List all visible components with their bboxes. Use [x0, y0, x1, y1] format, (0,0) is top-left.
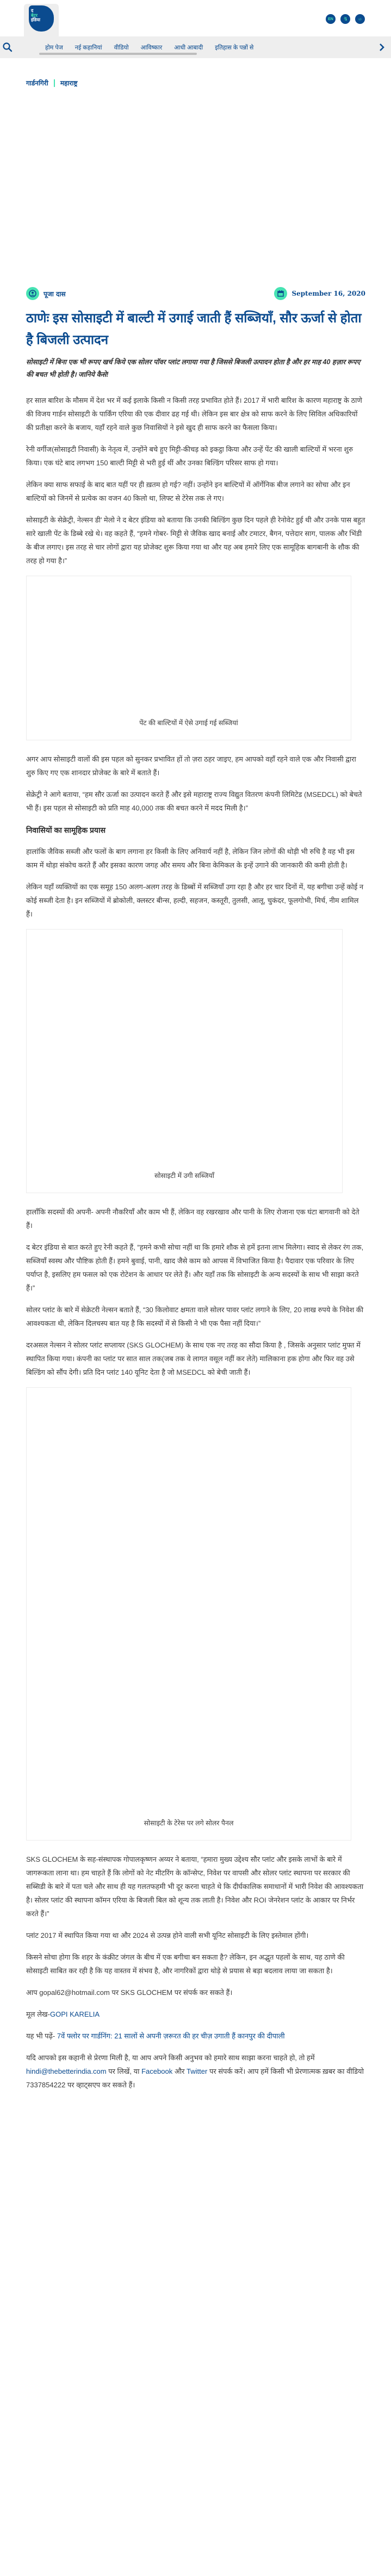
- author-info: [26, 287, 66, 300]
- top-bar: [0, 0, 391, 36]
- paragraph: द बेटर इंडिया से बात करते हुए रेनी कहते हैं, “हमने कभी सोचा नहीं था कि हमारे शौक से हमें इतना लाभ मिलेगा। स्वाद से लेकर रंग तक, सब्जियाँ स्वस्थ और पौष्टिक होती हैं। हमने बुवाई, पानी, खाद जैसे काम को आपस में विभाजित किया है। पैदावार एक परिवार के लिए पर्याप्त है, इसलिए हम फसल को एक रोटेशन के आधार पर लेते हैं। और यहाँ तक कि सोसाइटी के अन्य सदस्यों के साथ भी साझा करते हैं।”: [26, 1243, 364, 1292]
- language-switcher: [326, 14, 365, 24]
- paragraph: लेकिन यहाँ व्यक्तियों का एक समूह 150 अलग-अलग तरह के डिब्बों में सब्जियाँ उगा रहा है और हर चार दिनों में, यह बगीचा उन्हें कोई न कोई सब्जी देता है। इन सब्जियों में ब्रोकोली, क्लस्टर बीन्स, हल्दी, सहजन, कस्तूरी, तुलसी, आलू, चुकंदर, फूलगोभी, मिर्च, नीम शामिल हैं।: [26, 883, 364, 918]
- original-author-link[interactable]: GOPI KARELIA: [49, 2010, 100, 2018]
- image-figure-solar-panels: [26, 1387, 351, 1841]
- figure-caption: पेंट की बाल्टियों में ऐसे उगाई गई सब्जियां: [139, 719, 238, 727]
- figure-caption: सोसाइटी में उगी सब्जियाँ: [154, 1172, 214, 1180]
- publish-date: September 16, 2020: [291, 290, 365, 297]
- paragraph: हालांकि जैविक सब्जी और फलों के बाग लगाना हर किसी के लिए अनिवार्य नहीं है, लेकिन जिन लोगों की थोड़ी भी रुचि है वह भी इस काम में थोड़ा संकोच करते हैं और इसका कारण जगह और समय और बिना केमिकल के इन्हें उगाने की जानकारी की कमी होती है।: [26, 847, 355, 869]
- contact-note: [26, 2051, 365, 2092]
- email-link[interactable]: hindi@thebetterindia.com: [26, 2067, 107, 2075]
- calendar-icon: [274, 287, 287, 300]
- paragraph: लेकिन क्या साफ सफाई के बाद बात यहीं पर ही ख़तम हो गई? नहीं। उन्होंने इन बाल्टियों में ऑर्गेनिक बीज लगाने का सोचा और इन बाल्टियों को जिनमें से प्रत्येक का वजन 40 किलो था, लिफ्ट से टेरेस तक ले गए।: [26, 481, 350, 502]
- search-icon[interactable]: [2, 42, 13, 53]
- article-title: ठाणेः इस सोसाइटी में बाल्टी में उगाई जाती हैं सब्जियाँ, सौर ऊर्जा से होता है बिजली उत्पादन: [26, 311, 362, 347]
- paragraph: आप gopal62@hotmail.com पर SKS GLOCHEM पर संपर्क कर सकते हैं।: [26, 1988, 233, 1997]
- chevron-right-icon[interactable]: [377, 42, 387, 52]
- section-heading: निवासियों का सामूहिक प्रयास: [26, 826, 106, 834]
- logo-container[interactable]: [24, 4, 59, 36]
- nav-scrollbar[interactable]: [39, 53, 197, 55]
- tamil-language-icon[interactable]: ம: [355, 14, 365, 24]
- paragraph: सोसाइटी के सेक्रेट्री, नेल्सन डी’ मेलो ने द बेटर इंडिया को बताया कि उनकी बिल्डिंग कुछ दिन पहले ही रेनोवेट हुई थी और उनके पास बहुत सारे खाली पेंट के डिब्बे रखे थे। वह कहते हैं, “हमने गोबर- मिट्टी से जैविक खाद बनाई और टमाटर, बैगन, पत्तेदार साग, पालक और भिंडी के बीज लगाए। इस तरह से चार लोगों द्वारा यह प्रोजेक्ट शुरू किया गया था और यह अब हमारे लिए एक सामूहिक बागबानी के शौक की तरह हो गया है।”: [26, 516, 365, 565]
- nav-items: [39, 36, 259, 58]
- article-meta: [26, 287, 365, 299]
- author-name[interactable]: पूजा दास: [44, 290, 66, 298]
- user-icon: [26, 287, 39, 300]
- article-body: [26, 394, 365, 2100]
- english-language-icon[interactable]: EN: [326, 14, 336, 24]
- logo-line-1: द: [31, 8, 34, 13]
- gujarati-language-icon[interactable]: ગુ: [340, 14, 350, 24]
- read-also-prefix: यह भी पढ़ें-: [26, 2032, 57, 2040]
- image-figure-vegetables: [26, 929, 343, 1193]
- breadcrumb-separator: [54, 79, 55, 87]
- contact-note-text: पर संपर्क करें। आप हमें किसी भी प्रेरणात्मक ख़बर का वीडियो 7337854222 पर व्हाट्सएप कर सकते हैं।: [26, 2067, 364, 2089]
- main-nav: [0, 36, 391, 58]
- breadcrumb-item-maharashtra[interactable]: महाराष्ट्र: [60, 79, 78, 87]
- paragraph: प्लांट 2017 में स्थापित किया गया था और 2024 से उत्पन्न होने वाली सभी यूनिट सोसाइटी के लिए इस्तेमाल होंगी।: [26, 1931, 309, 1939]
- breadcrumb: [26, 78, 78, 88]
- paragraph: सोलर प्लांट के बारे में सेक्रेटरी नेल्सन बताते हैं, “30 किलोवाट क्षमता वाले सोलर पावर प्लांट लगाने के लिए, 20 लाख रुपये के निवेश की आवश्यकता थी, लेकिन दिलचस्प बात यह है कि सदस्यों में से किसी ने भी एक पैसा नहीं दिया।”: [26, 1306, 364, 1327]
- original-article-prefix: मूल लेख-: [26, 2010, 50, 2018]
- image-figure-paint-buckets: [26, 576, 351, 740]
- figure-caption: सोसाइटी के टेरेस पर लगे सोलर पैनल: [144, 1819, 234, 1827]
- paragraph: रेनी वर्गीज(सोसाइटी निवासी) के नेतृत्व में, उन्होंने बचे हुए मिट्टी-कीचड़ को इकट्ठा किया और उन्हें पेंट की खाली बाल्टियों में भरना शुरु किया। एक घंटे बाद लगभग 150 बाल्टी मिट्टी से भरी हुई थीं और उनका बिल्डिंग परिसर साफ हो गया।: [26, 445, 353, 467]
- nav-item-home[interactable]: होम पेज: [45, 44, 63, 51]
- logo-line-2: बेटर: [31, 13, 38, 18]
- nav-item-history[interactable]: इतिहास के पन्नों से: [215, 44, 254, 51]
- paragraph: हर साल बारिश के मौसम में देश भर में कई इलाके किसी न किसी तरह प्रभावित होते हैं। 2017 में भारी बारिश के कारण महाराष्ट्र के ठाणे की विजय गार्डन सोसाइटी के पार्किंग एरिया की एक दीवार ढह गई थी। लेकिन इस बार क्षेत्र को साफ करने के लिए सिविल अधिकारियों की प्रतीक्षा करने के बजाय, यहाँ रहने वाले कुछ निवासियों ने इसे खुद ही साफ करने का फैसला किया।: [26, 396, 362, 432]
- contact-note-text: यदि आपको इस कहानी से प्रेरणा मिली है, या आप अपने किसी अनुभव को हमारे साथ साझा करना चाहते हो, तो हमें: [26, 2054, 315, 2062]
- the-better-india-logo[interactable]: [29, 5, 54, 32]
- paragraph: सेक्रेट्री ने आगे बताया, “हम सौर ऊर्जा का उत्पादन करते हैं और इसे महाराष्ट्र राज्य विद्युत वितरण कंपनी लिमिटेड (MSEDCL) को बेचते भी हैं। इस पहल से सोसाइटी को प्रति माह 40,000 तक की बचत करने में मदद मिली है।”: [26, 790, 362, 812]
- breadcrumb-item-gardengiri[interactable]: गार्डनगिरी: [26, 79, 48, 87]
- contact-note-text: पर लिखें, या: [106, 2067, 142, 2075]
- nav-item-innovation[interactable]: आविष्कार: [140, 44, 163, 51]
- article-excerpt: सोसाइटी में बिना एक भी रूपए खर्च किये एक सोलर पॉवर प्लांट लगाया गया है जिससे बिजली उत्पादन होता है और हर माह 40 हज़ार रूपए की बचत भी होती है। जानिये कैसे!: [26, 358, 361, 378]
- twitter-link[interactable]: Twitter: [187, 2067, 208, 2075]
- contact-note-text: और: [172, 2067, 187, 2075]
- paragraph: SKS GLOCHEM के सह-संस्थापक गोपालकृष्णन अय्यर ने बताया, “हमारा मुख्य उद्देश्य सौर प्लांट और इसके लाभों के बारे में जागरूकता लाना था। हम चाहते हैं कि लोगों को नेट मीटरिंग के कॉन्सेप्ट, निवेश पर वापसी और सोलर प्लांट स्थापना पर सरकार की सब्सिडी के बारे में पता चले और साथ ही यह गलतफहमी भी दूर करना चाहते थे कि दीर्घकालिक समाधानों में भारी निवेश की आवश्यकता है। सोलर प्लांट की स्थापना कॉमन एरिया के बिजली बिल को शून्य तक लाती है। निवेश और ROI जेनरेशन प्लांट के आकार पर निर्भर करते हैं।”: [26, 1855, 364, 1918]
- nav-item-women[interactable]: आधी आबादी: [174, 44, 203, 51]
- read-also-link[interactable]: 7वें फ्लोर पर गार्डनिंग: 21 सालों से अपनी ज़रूरत की हर चीज़ उगाती हैं कानपुर की दीपाली: [57, 2032, 285, 2040]
- paragraph: किसने सोचा होगा कि शहर के कंक्रीट जंगल के बीच में एक बगीचा बन सकता है? लेकिन, इन अद्भुत पहलों के साथ, यह ठाणे की सोसाइटी साबित कर रही है कि यह वास्तव में संभव है, और नागरिकों द्वारा थोड़े से प्रयास से बड़ा बदलाव लाया जा सकता है।: [26, 1953, 345, 1975]
- paragraph: दरअसल नेल्सन ने सोलर प्लांट सप्लायर (SKS GLOCHEM) के साथ एक नए तरह का सौदा किया है , जिसके अनुसार प्लांट मुफ्त में स्थापित किया गया। कंपनी का प्लांट पर सात साल तक(जब तक वे लागत वसूल नहीं कर लेते) मालिकाना हक होगा और फिर वह उसे बिल्डिंग को सौंप देगी। प्रति दिन प्लांट 140 यूनिट देता है जो MSEDCL को बेची जाती हैं।: [26, 1341, 361, 1376]
- nav-item-new-stories[interactable]: नई कहानियां: [75, 44, 102, 51]
- read-also: [26, 2029, 365, 2043]
- facebook-link[interactable]: Facebook: [141, 2067, 173, 2075]
- nav-item-video[interactable]: वीडियो: [114, 44, 129, 51]
- original-article-credit: [26, 2007, 365, 2021]
- publish-date-info: [274, 287, 365, 300]
- paragraph: हालाँकि सदस्यों की अपनी- अपनी नौकरियाँ और काम भी हैं, लेकिन वह रखरखाव और पानी के लिए रोजाना एक घंटा बागवानी को देते हैं।: [26, 1208, 359, 1230]
- paragraph: अगर आप सोसाइटी वालों की इस पहल को सुनकर प्रभावित हों तो ज़रा ठहर जाइए, हम आपको वहाँ रहने वाले एक और निवासी द्वारा शुरु किए गए एक शानदार प्रोजेक्ट के बारे में बताते हैं।: [26, 755, 356, 777]
- logo-line-3: इंडिया: [31, 17, 40, 22]
